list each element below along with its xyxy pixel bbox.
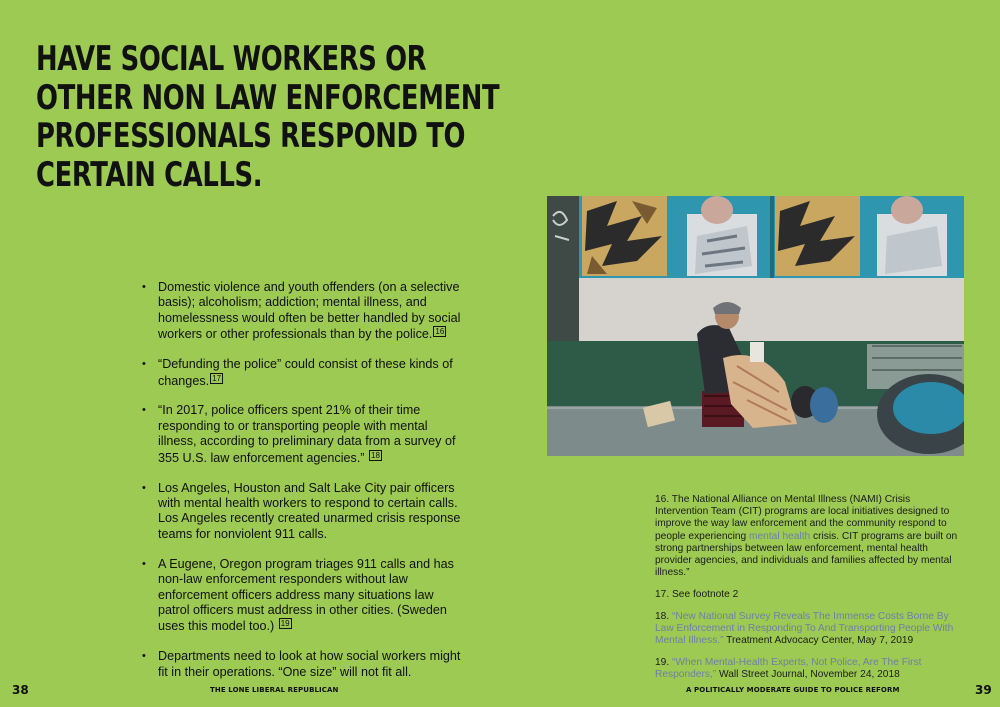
bullet-text: Domestic violence and youth offenders (on a selective basis); alcoholism; addiction; mental illness, and homelessness would often be better handled by social workers or other professionals than by the police.: [158, 280, 461, 342]
footnote-number: 18.: [655, 610, 672, 622]
footnote-text: 16. The National Alliance on Mental Illness (NAMI) Crisis Intervention Team (CIT) programs are local initiatives designed to improve the way law enforcement and the community respond to people experiencing: [655, 494, 950, 542]
bullet-text: Los Angeles, Houston and Salt Lake City pair officers with mental health workers to respond to certain calls. Los Angeles recently created unarmed crisis response teams for nonviolent 911 calls.: [158, 480, 461, 541]
bullet-text: Departments need to look at how social workers might fit in their operations. “One size” will not fit all.: [158, 649, 461, 679]
bullet-item: [141, 649, 461, 680]
footnote-link[interactable]: “New National Survey Reveals The Immense Costs Borne By Law Enforcement in Responding To And Transporting People With Mental Illness.”: [655, 610, 954, 647]
bullet-text: “In 2017, police officers spent 21% of their time responding to or transporting people with mental illness, according to preliminary data from a survey of 355 U.S. law enforcement agencies.”: [158, 403, 456, 465]
footnote-marker[interactable]: 17: [212, 373, 222, 383]
headline-line: CERTAIN CALLS.: [36, 154, 263, 195]
footnote-16: [655, 494, 965, 579]
footnote-number: 19.: [655, 656, 672, 668]
footnote-marker[interactable]: 19: [280, 619, 290, 629]
footnotes: [655, 494, 965, 691]
headline-line: PROFESSIONALS RESPOND TO: [36, 116, 466, 156]
running-title-left: THE LONE LIBERAL REPUBLICAN: [210, 686, 339, 694]
footnote-marker[interactable]: 18: [371, 450, 380, 460]
footnote-19: [655, 657, 965, 681]
running-title-right: A POLITICALLY MODERATE GUIDE TO POLICE REFORM: [686, 686, 900, 694]
page-number-right: 39: [975, 683, 992, 697]
street-photo: [547, 196, 964, 456]
footnote-marker[interactable]: 16: [435, 327, 445, 337]
headline-line: HAVE SOCIAL WORKERS OR: [36, 39, 427, 79]
bullet-item: [141, 280, 461, 343]
bullet-text: A Eugene, Oregon program triages 911 calls and has non-law enforcement responders without law enforcement officers address many situations law patrol officers must address in other cities. (Sweden uses this model too.): [158, 556, 454, 634]
bullet-text: “Defunding the police” could consist of these kinds of changes.: [158, 357, 453, 388]
footnote-link[interactable]: mental health: [749, 530, 811, 542]
bullet-item: [141, 357, 461, 389]
headline-line: OTHER NON LAW ENFORCEMENT: [36, 77, 500, 118]
page-number-left: 38: [12, 683, 29, 697]
page-headline: [36, 40, 499, 194]
bullet-item: [141, 403, 461, 466]
footnote-text: crisis. CIT programs are built on strong partnerships between law enforcement, mental health provider agencies, and individuals and families affected by mental illness.”: [655, 530, 958, 579]
footnote-18: [655, 611, 965, 648]
footnote-text: Treatment Advocacy Center, May 7, 2019: [723, 635, 914, 647]
photo-illustration: [547, 196, 964, 456]
footnote-link[interactable]: “When Mental-Health Experts, Not Police, Are The First Responders,”: [655, 656, 922, 680]
bullet-list: [141, 280, 461, 695]
bullet-item: [141, 557, 461, 635]
bullet-item: [141, 481, 461, 543]
footnote-text: Wall Street Journal, November 24, 2018: [716, 668, 900, 680]
footnote-17: 17. See footnote 2: [655, 588, 739, 600]
